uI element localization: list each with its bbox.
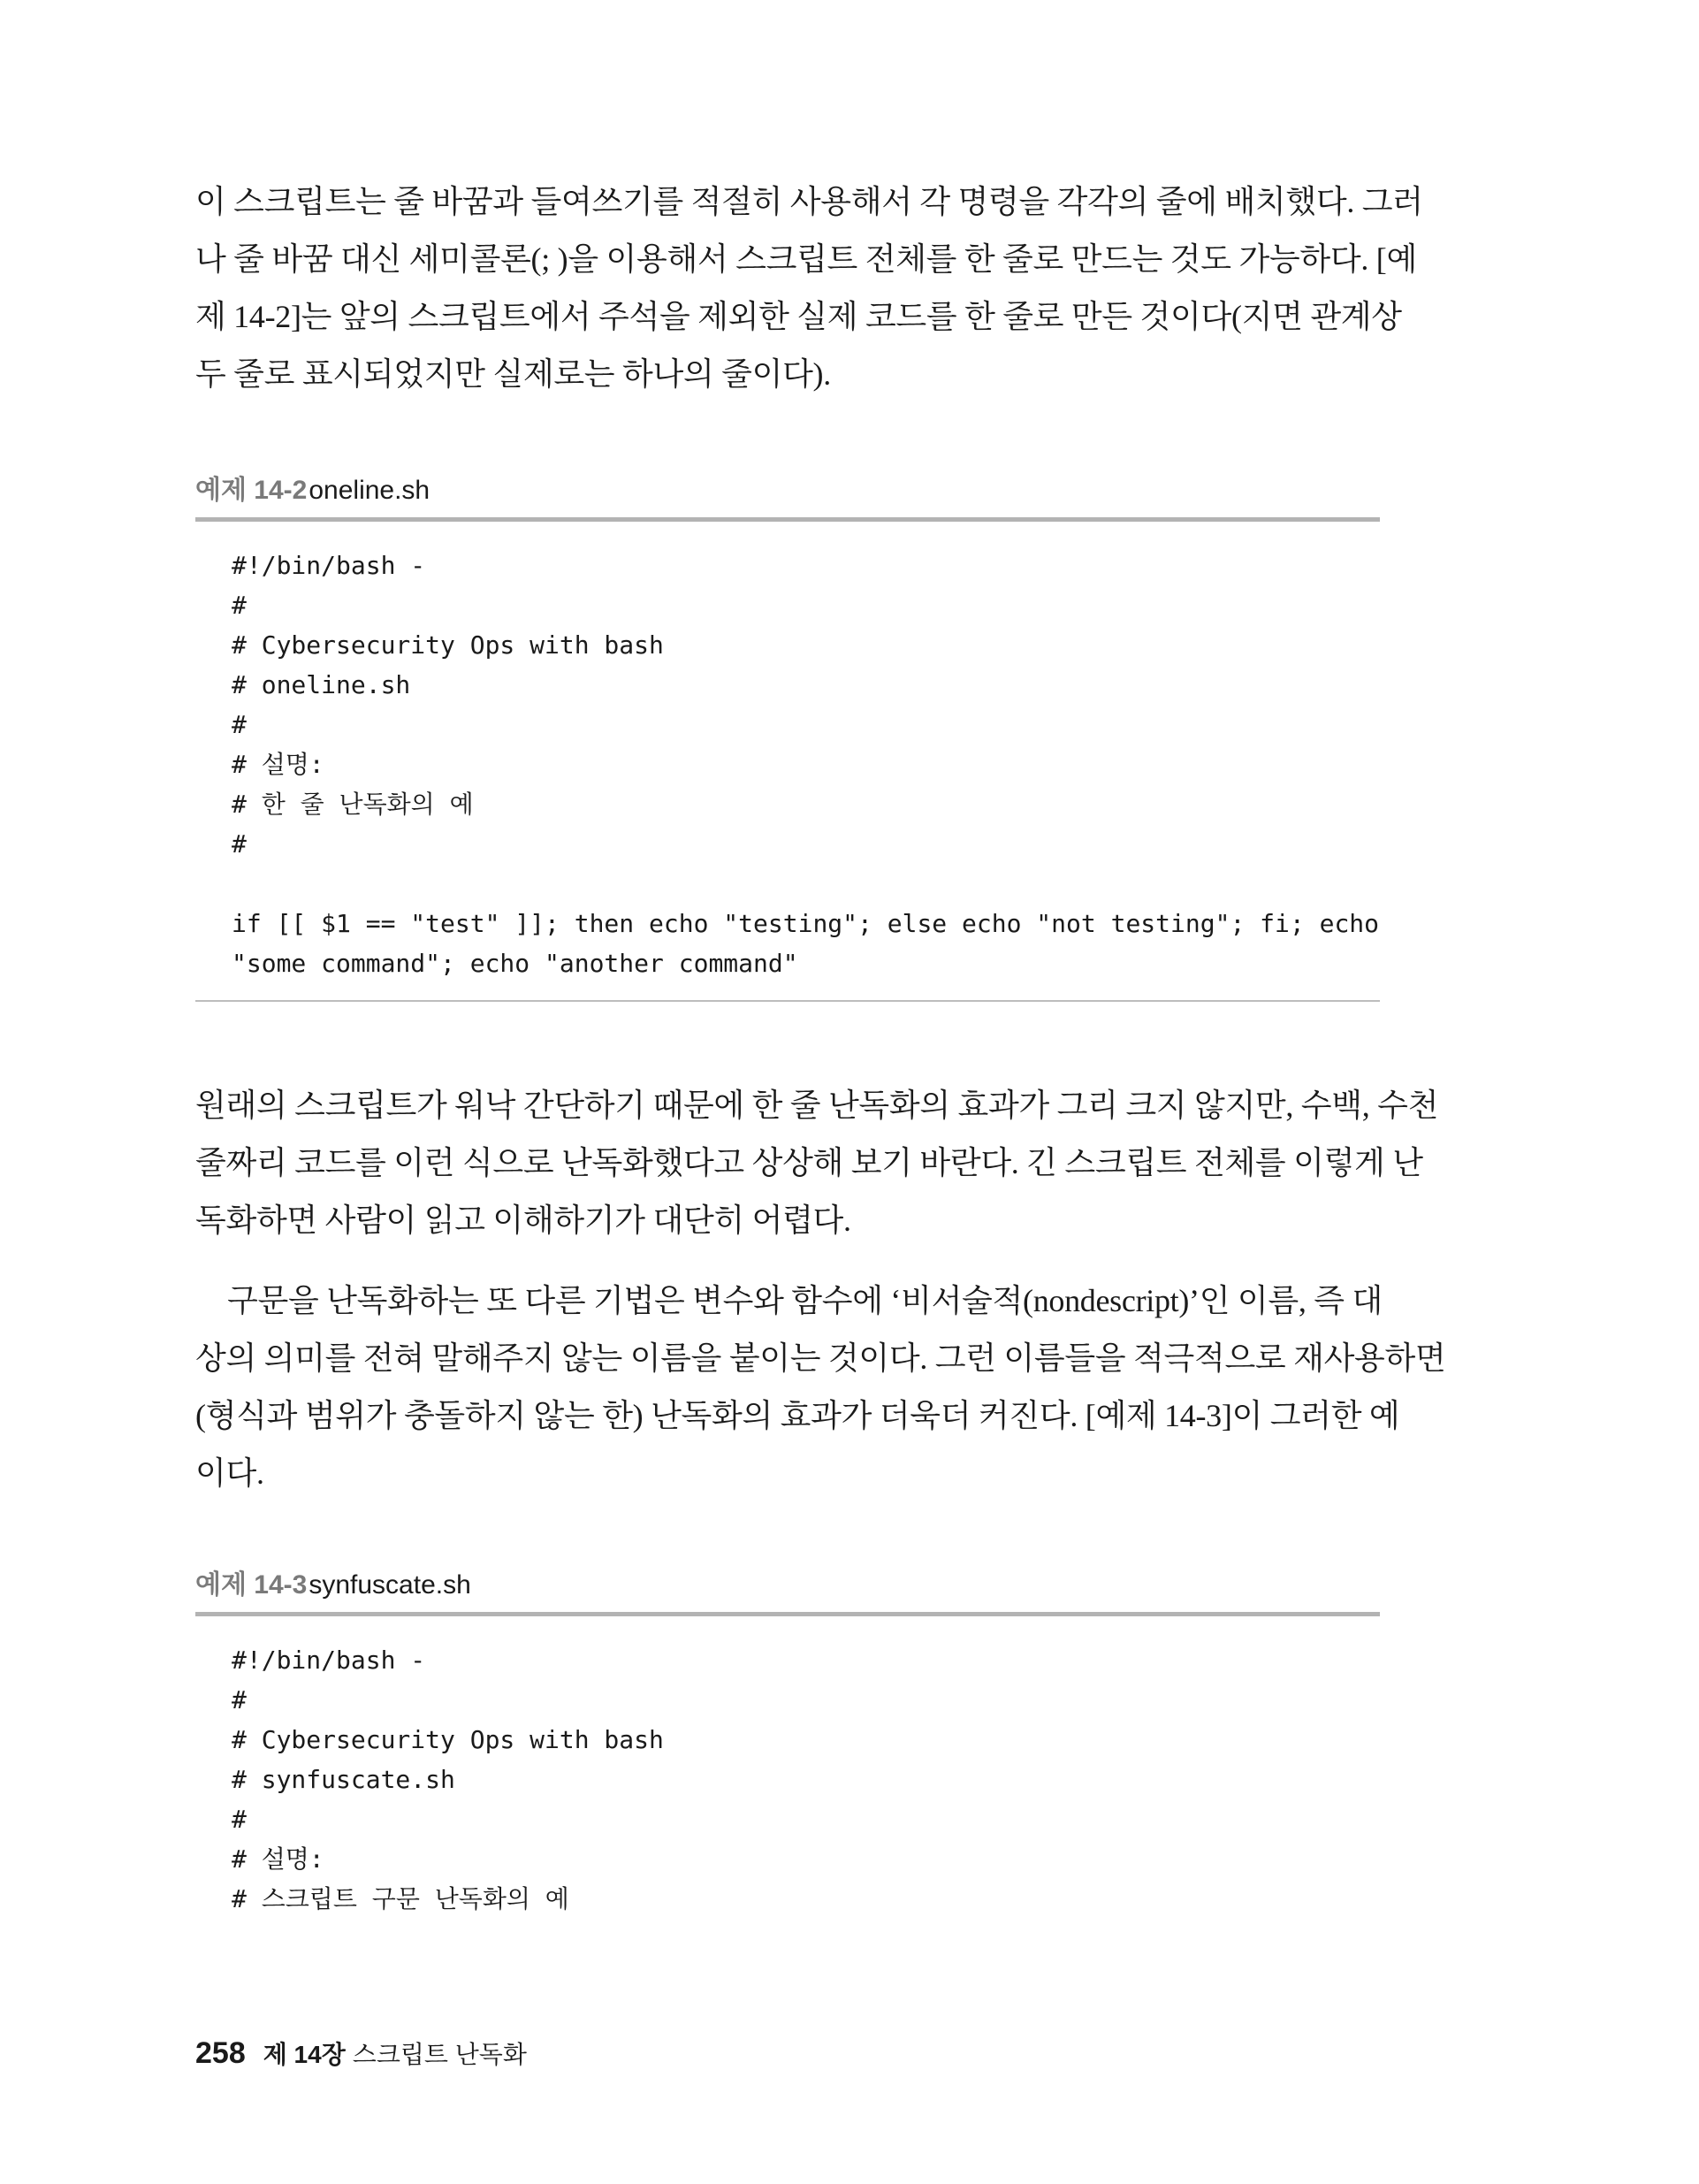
body-paragraph-2 <box>195 1077 1439 1249</box>
code-line: # <box>232 591 247 620</box>
code-line: # 설명: <box>232 1844 324 1874</box>
paragraph-line: 원래의 스크립트가 워낙 간단하기 때문에 한 줄 난독화의 효과가 그리 크지 않지만, 수백, 수천 <box>195 1088 1439 1123</box>
code-block-synfuscate <box>232 1640 664 1919</box>
code-line: # 스크립트 구문 난독화의 예 <box>232 1884 569 1913</box>
code-line: # 한 줄 난독화의 예 <box>232 790 474 819</box>
code-line: #!/bin/bash - <box>232 551 426 580</box>
paragraph-line: 제 14-2]는 앞의 스크립트에서 주석을 제외한 실제 코드를 한 줄로 만든 것이다(지면 관계상 <box>195 299 1402 334</box>
paragraph-line: 두 줄로 표시되었지만 실제로는 하나의 줄이다). <box>195 356 831 392</box>
code-block-top-rule <box>195 1612 1380 1616</box>
code-line: # <box>232 1685 247 1714</box>
paragraph-line: 상의 의미를 전혀 말해주지 않는 이름을 붙이는 것이다. 그런 이름들을 적극적으로 재사용하면 <box>195 1340 1446 1376</box>
code-block-top-rule <box>195 517 1380 522</box>
paragraph-line: 구문을 난독화하는 또 다른 기법은 변수와 함수에 ‘비서술적(nondescript)’인 이름, 즉 대 <box>227 1283 1383 1318</box>
page-footer <box>195 2035 527 2071</box>
paragraph-line: 이다. <box>195 1455 264 1491</box>
example-filename: synfuscate.sh <box>309 1570 471 1600</box>
code-line: # <box>232 829 247 859</box>
code-line: # Cybersecurity Ops with bash <box>232 630 664 660</box>
paragraph-line: 나 줄 바꿈 대신 세미콜론(; )을 이용해서 스크립트 전체를 한 줄로 만드는 것도 가능하다. [예 <box>195 241 1417 277</box>
paragraph-line: (형식과 범위가 충돌하지 않는 한) 난독화의 효과가 더욱더 커진다. [예제 14-3]이 그러한 예 <box>195 1398 1400 1433</box>
body-paragraph-1 <box>195 173 1423 403</box>
example-caption-14-2 <box>195 475 430 507</box>
code-line: # synfuscate.sh <box>232 1765 455 1794</box>
code-line: "some command"; echo "another command" <box>232 949 798 978</box>
code-line: if [[ $1 == "test" ]]; then echo "testing"; else echo "not testing"; fi; echo <box>232 909 1380 938</box>
paragraph-line: 독화하면 사람이 읽고 이해하기가 대단히 어렵다. <box>195 1203 851 1238</box>
code-line: # oneline.sh <box>232 670 411 699</box>
page-number: 258 <box>195 2036 246 2070</box>
code-block-oneline <box>232 546 1379 983</box>
body-paragraph-3 <box>195 1272 1446 1502</box>
chapter-label: 제 14장 <box>263 2041 346 2068</box>
code-line: # <box>232 1805 247 1834</box>
example-filename: oneline.sh <box>309 476 430 505</box>
paragraph-line: 줄짜리 코드를 이런 식으로 난독화했다고 상상해 보기 바란다. 긴 스크립트 전체를 이렇게 난 <box>195 1145 1423 1180</box>
code-line: # <box>232 710 247 739</box>
chapter-title: 스크립트 난독화 <box>352 2041 527 2068</box>
code-line: # Cybersecurity Ops with bash <box>232 1725 664 1754</box>
paragraph-line: 이 스크립트는 줄 바꿈과 들여쓰기를 적절히 사용해서 각 명령을 각각의 줄에 배치했다. 그러 <box>195 184 1423 219</box>
example-label: 예제 14-2 <box>195 476 308 505</box>
code-line: #!/bin/bash - <box>232 1646 426 1675</box>
example-caption-14-3 <box>195 1569 471 1601</box>
code-line <box>232 864 1379 904</box>
code-line: # 설명: <box>232 750 324 779</box>
code-block-bottom-rule <box>195 1000 1380 1002</box>
example-label: 예제 14-3 <box>195 1570 308 1600</box>
